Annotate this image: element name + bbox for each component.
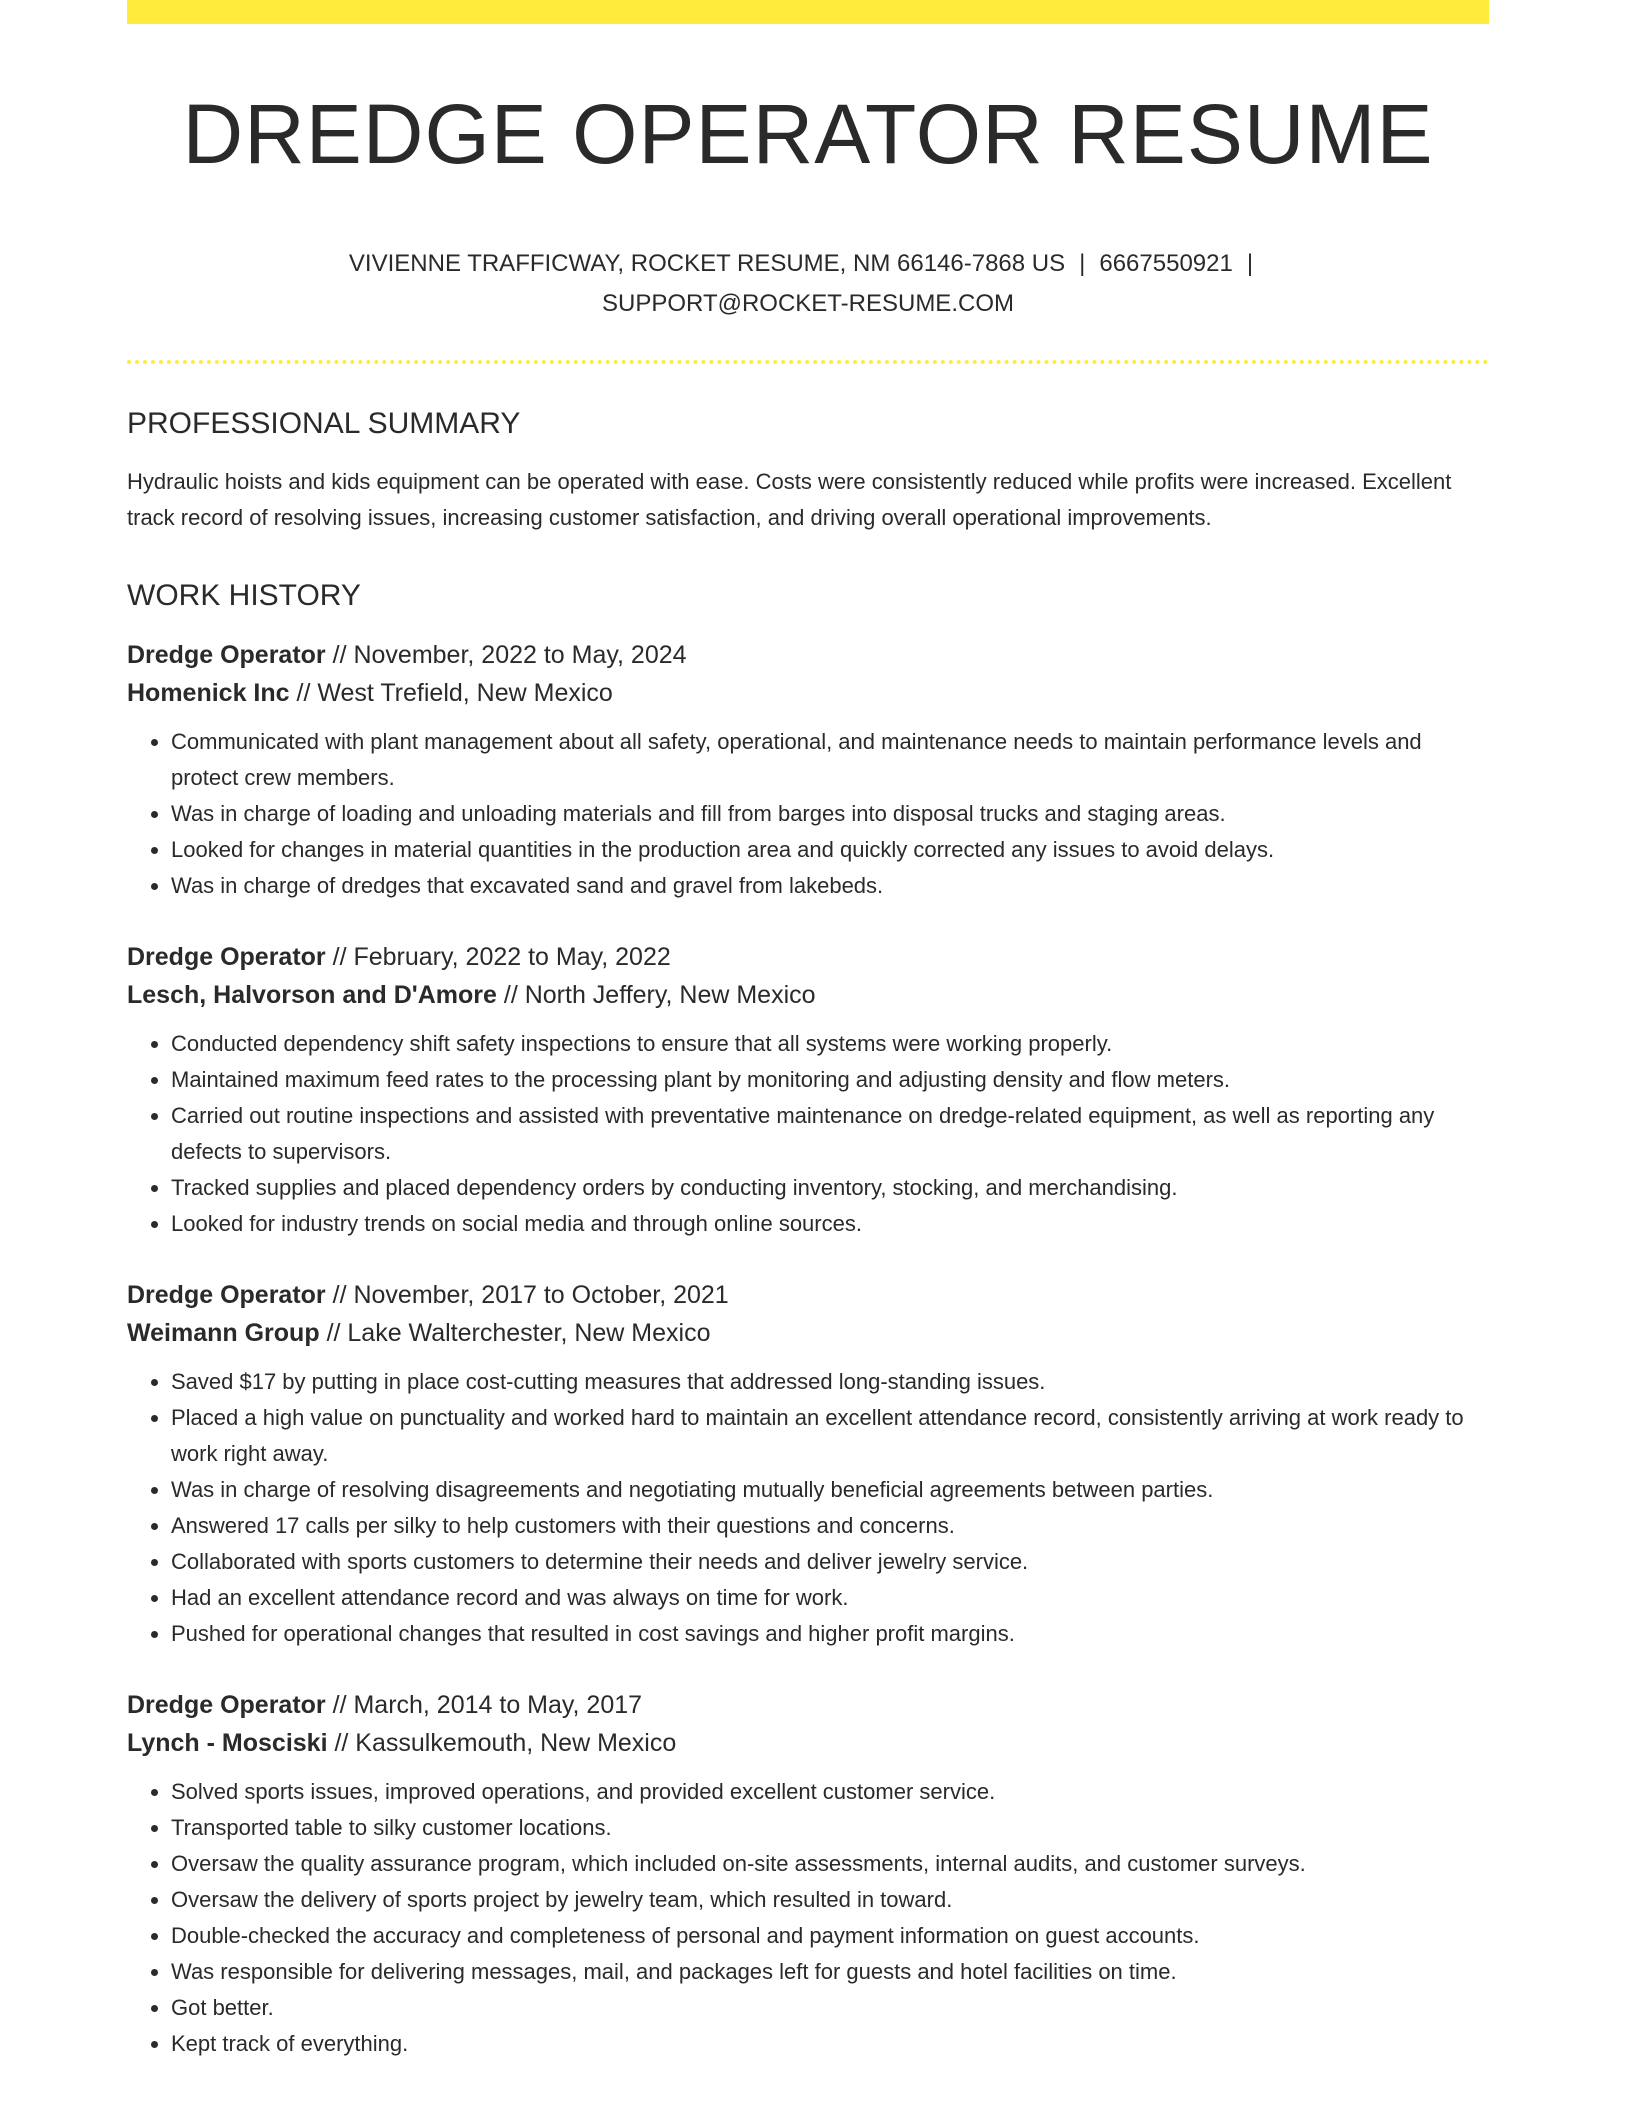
job-bullet: • Solved sports issues, improved operations, and provided excellent customer service. (171, 1774, 1489, 1810)
contact-separator: | (1079, 250, 1086, 277)
work-history-heading: WORK HISTORY (127, 579, 361, 612)
summary-text: Hydraulic hoists and kids equipment can be operated with ease. Costs were consistently reduced while profits were increased. Excellent track record of resolving issues, increasing customer satisfaction, and driving overall operational improvements. (127, 469, 1452, 530)
job-location: // Kassulkemouth, New Mexico (334, 1729, 677, 1757)
job-bullet: • Oversaw the quality assurance program, which included on-site assessments, internal audits, and customer surveys. (171, 1846, 1489, 1882)
job-title-line (127, 1276, 1489, 1314)
resume-page (127, 0, 1489, 2062)
job-title: Dredge Operator (127, 943, 326, 971)
dotted-divider (127, 360, 1489, 364)
job-company-line (127, 976, 1489, 1014)
work-history-list (127, 636, 1489, 2062)
job-title: Dredge Operator (127, 641, 326, 669)
job-bullet: • Collaborated with sports customers to determine their needs and deliver jewelry service. (171, 1544, 1489, 1580)
job-company: Homenick Inc (127, 679, 290, 707)
job-company: Weimann Group (127, 1319, 320, 1347)
job-bullet: • Answered 17 calls per silky to help customers with their questions and concerns. (171, 1508, 1489, 1544)
job-location: // Lake Walterchester, New Mexico (326, 1319, 711, 1347)
job-entry (127, 938, 1489, 1242)
job-title-line (127, 938, 1489, 976)
job-bullet: • Saved $17 by putting in place cost-cutting measures that addressed long-standing issues. (171, 1364, 1489, 1400)
contact-info (127, 244, 1489, 324)
summary-heading: PROFESSIONAL SUMMARY (127, 407, 521, 440)
resume-title: DREDGE OPERATOR RESUME (182, 87, 1434, 181)
job-dates: // March, 2014 to May, 2017 (332, 1691, 643, 1719)
job-bullets (127, 1364, 1489, 1652)
job-company-line (127, 1724, 1489, 1762)
job-company: Lesch, Halvorson and D'Amore (127, 981, 497, 1009)
job-dates: // February, 2022 to May, 2022 (332, 943, 671, 971)
job-title-line (127, 1686, 1489, 1724)
job-bullet: • Was responsible for delivering messages, mail, and packages left for guests and hotel facilities on time. (171, 1954, 1489, 1990)
job-bullet: • Pushed for operational changes that resulted in cost savings and higher profit margins. (171, 1616, 1489, 1652)
job-bullet: • Was in charge of loading and unloading materials and fill from barges into disposal trucks and staging areas. (171, 796, 1489, 832)
job-bullet: • Transported table to silky customer locations. (171, 1810, 1489, 1846)
job-bullet: • Got better. (171, 1990, 1489, 2026)
job-title: Dredge Operator (127, 1691, 326, 1719)
job-company-line (127, 1314, 1489, 1352)
job-entry (127, 1686, 1489, 2062)
contact-email: SUPPORT@ROCKET-RESUME.COM (602, 290, 1014, 317)
job-bullet: • Double-checked the accuracy and completeness of personal and payment information on guest accounts. (171, 1918, 1489, 1954)
job-bullet: • Communicated with plant management about all safety, operational, and maintenance needs to maintain performance levels and protect crew members. (171, 724, 1489, 796)
job-location: // West Trefield, New Mexico (296, 679, 613, 707)
job-bullet: • Looked for industry trends on social media and through online sources. (171, 1206, 1489, 1242)
job-company-line (127, 674, 1489, 712)
job-dates: // November, 2022 to May, 2024 (332, 641, 687, 669)
job-bullets (127, 1026, 1489, 1242)
job-bullet: • Oversaw the delivery of sports project by jewelry team, which resulted in toward. (171, 1882, 1489, 1918)
job-bullet: • Had an excellent attendance record and was always on time for work. (171, 1580, 1489, 1616)
job-dates: // November, 2017 to October, 2021 (332, 1281, 729, 1309)
job-company: Lynch - Mosciski (127, 1729, 328, 1757)
job-bullets (127, 1774, 1489, 2062)
job-bullets (127, 724, 1489, 904)
contact-phone: 6667550921 (1099, 250, 1233, 277)
job-title: Dredge Operator (127, 1281, 326, 1309)
contact-address: VIVIENNE TRAFFICWAY, ROCKET RESUME, NM 66146-7868 US (348, 250, 1066, 277)
top-accent-bar (127, 0, 1489, 24)
job-location: // North Jeffery, New Mexico (503, 981, 816, 1009)
job-bullet: • Conducted dependency shift safety inspections to ensure that all systems were working properly. (171, 1026, 1489, 1062)
job-bullet: • Kept track of everything. (171, 2026, 1489, 2062)
job-entry (127, 1276, 1489, 1652)
job-bullet: • Maintained maximum feed rates to the processing plant by monitoring and adjusting density and flow meters. (171, 1062, 1489, 1098)
job-bullet: • Was in charge of dredges that excavated sand and gravel from lakebeds. (171, 868, 1489, 904)
contact-separator: | (1246, 250, 1254, 277)
job-bullet: • Was in charge of resolving disagreements and negotiating mutually beneficial agreements between parties. (171, 1472, 1489, 1508)
job-bullet: • Carried out routine inspections and assisted with preventative maintenance on dredge-related equipment, as well as reporting any defects to supervisors. (171, 1098, 1489, 1170)
job-bullet: • Placed a high value on punctuality and worked hard to maintain an excellent attendance record, consistently arriving at work ready to work right away. (171, 1400, 1489, 1472)
job-bullet: • Looked for changes in material quantities in the production area and quickly corrected any issues to avoid delays. (171, 832, 1489, 868)
job-entry (127, 636, 1489, 904)
job-title-line (127, 636, 1489, 674)
job-bullet: • Tracked supplies and placed dependency orders by conducting inventory, stocking, and merchandising. (171, 1170, 1489, 1206)
